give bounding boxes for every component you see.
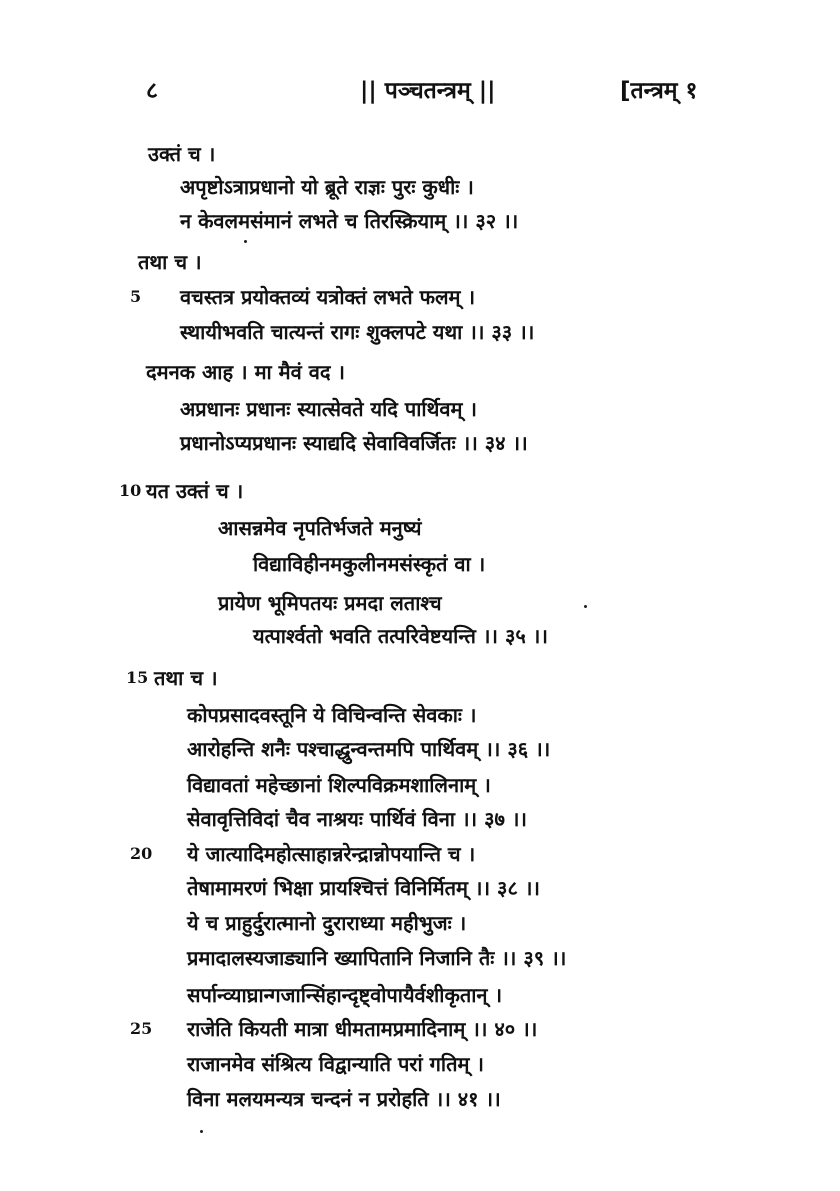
verse-line: न केवलमसंमानं लभते च तिरस्क्रियाम् ।। ३२ ।।	[180, 209, 519, 233]
verse-line: आसन्नमेव नृपतिर्भजते मनुष्यं	[218, 516, 422, 540]
verse-line: कोपप्रसादवस्तूनि ये विचिन्वन्ति सेवकाः ।	[187, 703, 477, 727]
ink-speck	[200, 1130, 203, 1133]
text-line: तथा च ।	[154, 666, 218, 690]
verse-line: प्रधानोऽप्यप्रधानः स्याद्यदि सेवाविवर्जितः ।। ३४ ।।	[180, 431, 528, 455]
text-line: तथा च ।	[138, 250, 202, 274]
verse-line: आरोहन्ति शनैः पश्चाद्धुन्वन्तमपि पार्थिवम् ।। ३६ ।।	[187, 737, 551, 761]
verse-line: यत्पार्श्वतो भवति तत्परिवेष्टयन्ति ।। ३५ ।।	[253, 624, 548, 648]
verse-line: विद्यावतां महेच्छानां शिल्पविक्रमशालिनाम् ।	[187, 773, 491, 797]
verse-line: सर्पान्व्याघ्रान्गजान्सिंहान्दृष्ट्वोपायैर्वशीकृतान् ।	[187, 983, 503, 1007]
verse-line: ये च प्राहुर्दुरात्मानो दुराराध्या महीभुजः ।	[187, 911, 467, 935]
line-number: 5	[130, 287, 142, 306]
verse-line: वचस्तत्र प्रयोक्तव्यं यत्रोक्तं लभते फलम् ।	[180, 285, 476, 309]
line-number: 10	[119, 481, 142, 500]
ink-speck	[244, 240, 247, 243]
verse-line: ये जात्यादिमहोत्साहान्नरेन्द्रान्नोपयान्ति च ।	[187, 842, 476, 866]
verse-line: स्थायीभवति चात्यन्तं रागः शुक्लपटे यथा ।। ३३ ।।	[180, 320, 535, 344]
page-number: ८	[146, 78, 158, 104]
ink-speck	[584, 605, 587, 608]
text-line: उक्तं च ।	[148, 142, 216, 166]
verse-line: प्रायेण भूमिपतयः प्रमदा लताश्च	[218, 591, 442, 615]
line-number: 15	[126, 668, 149, 687]
running-title: || पञ्चतन्त्रम् ||	[360, 78, 496, 104]
verse-line: राजेति कियती मात्रा धीमतामप्रमादिनाम् ।। ४० ।।	[187, 1017, 538, 1041]
verse-line: अपृष्टोऽत्राप्रधानो यो ब्रूते राज्ञः पुरः कुधीः ।	[180, 175, 474, 199]
verse-line: सेवावृत्तिविदां चैव नाश्रयः पार्थिवं विना ।। ३७ ।।	[187, 807, 527, 831]
verse-line: राजानमेव संश्रित्य विद्वान्याति परां गतिम् ।	[187, 1052, 484, 1076]
line-number: 25	[130, 1019, 153, 1038]
verse-line: विना मलयमन्यत्र चन्दनं न प्ररोहति ।। ४१ ।।	[187, 1087, 501, 1111]
text-line: यत उक्तं च ।	[146, 479, 244, 503]
verse-line: अप्रधानः प्रधानः स्यात्सेवते यदि पार्थिवम् ।	[180, 397, 477, 421]
line-number: 20	[130, 844, 153, 863]
verse-line: तेषामामरणं भिक्षा प्रायश्चित्तं विनिर्मितम् ।। ३८ ।।	[187, 876, 540, 900]
verse-line: प्रमादालस्यजाड्यानि ख्यापितानि निजानि तैः ।। ३९ ।।	[187, 946, 567, 970]
verse-line: विद्याविहीनमकुलीनमसंस्कृतं वा ।	[253, 552, 486, 576]
text-line: दमनक आह । मा मैवं वद ।	[146, 360, 345, 384]
section-label: [तन्त्रम् १	[620, 78, 698, 104]
